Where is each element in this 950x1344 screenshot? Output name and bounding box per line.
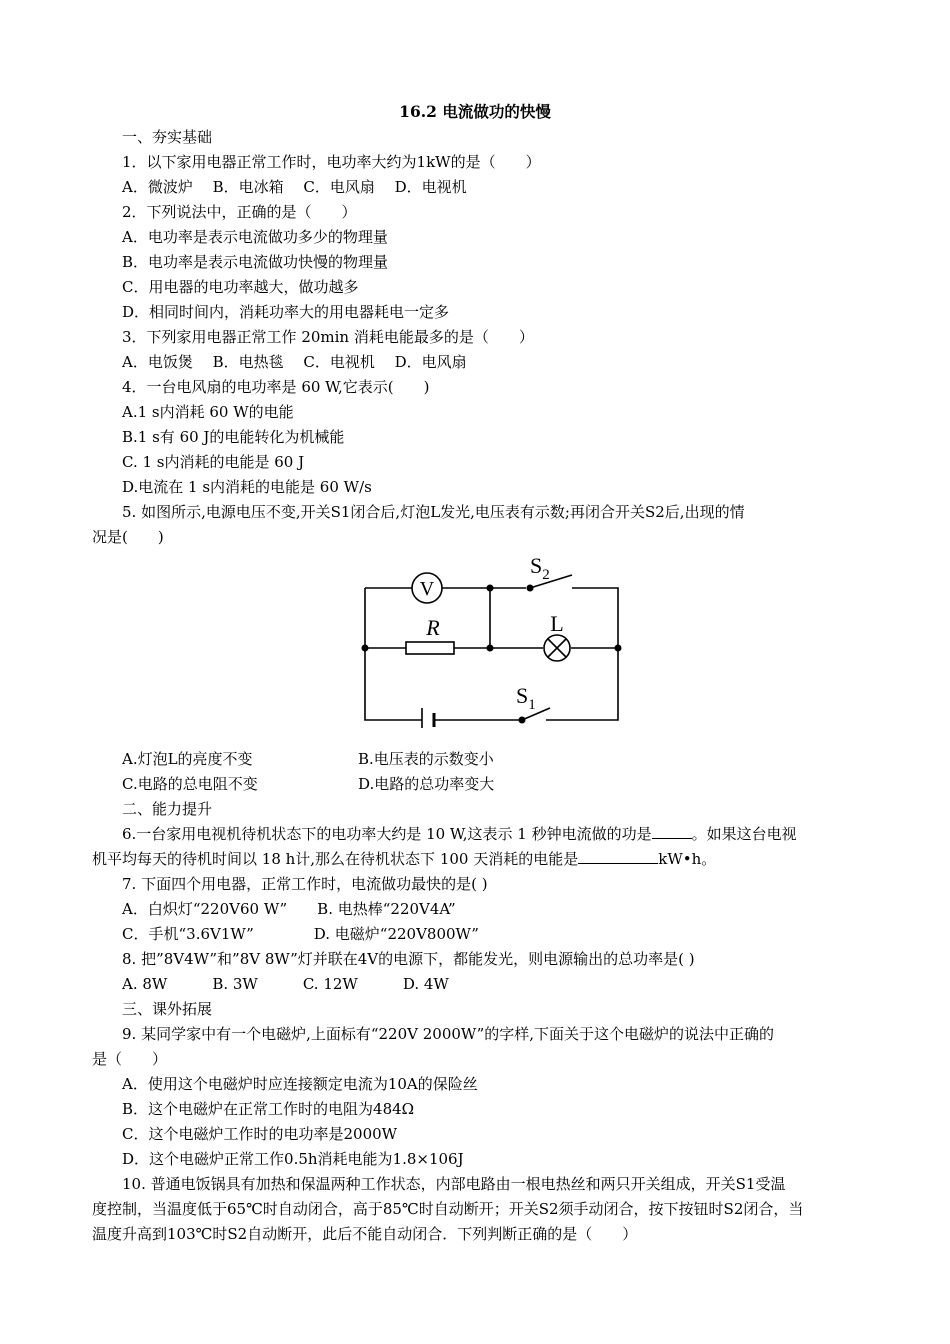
junction-dot-right xyxy=(615,645,622,652)
page-title: 16.2 电流做功的快慢 xyxy=(399,102,551,121)
question-10-line1: 10. 普通电饭锅具有加热和保温两种工作状态，内部电路由一根电热丝和两只开关组成，开关S1受温 xyxy=(122,1175,786,1193)
question-6-line1 xyxy=(122,824,797,844)
question-1-stem: 1．以下家用电器正常工作时，电功率大约为1kW的是（ ） xyxy=(122,153,541,171)
question-2-option-b: B．电功率是表示电流做功快慢的物理量 xyxy=(122,253,389,271)
question-9-stem-line2: 是（ ） xyxy=(92,1050,168,1068)
junction-dot-top xyxy=(487,585,494,592)
question-5-stem-line2: 况是( ) xyxy=(92,528,164,546)
answer-blank-2[interactable] xyxy=(578,849,658,864)
question-9-stem-line1: 9. 某同学家中有一个电磁炉,上面标有“220V 2000W”的字样,下面关于这个电磁炉的说法中正确的 xyxy=(122,1025,775,1043)
question-10-line3: 温度升高到103℃时S2自动断开，此后不能自动闭合．下列判断正确的是（ ） xyxy=(92,1225,638,1243)
question-4-option-c: C. 1 s内消耗的电能是 60 J xyxy=(122,453,305,471)
question-9-option-b: B．这个电磁炉在正常工作时的电阻为484Ω xyxy=(122,1100,415,1118)
question-10-line2: 度控制，当温度低于65℃时自动闭合，高于85℃时自动断开；开关S2须手动闭合，按下按钮时S2闭合，当 xyxy=(92,1200,804,1218)
resistor-label: R xyxy=(426,615,440,640)
question-2-option-a: A．电功率是表示电流做功多少的物理量 xyxy=(122,228,388,246)
junction-dot-middle xyxy=(487,645,494,652)
question-6-line2 xyxy=(92,849,716,869)
question-5-stem-line1: 5. 如图所示,电源电压不变,开关S1闭合后,灯泡L发光,电压表有示数;再闭合开关S2后,出现的情 xyxy=(122,503,745,521)
switch-s2-label: $S_2$ xyxy=(530,553,550,583)
question-3-stem: 3．下列家用电器正常工作 20min 消耗电能最多的是（ ） xyxy=(122,328,534,346)
question-6-line2-text-b: kW•h。 xyxy=(658,850,717,868)
lamp-icon xyxy=(544,635,570,661)
answer-blank-1[interactable] xyxy=(652,824,692,839)
question-9-option-d: D．这个电磁炉正常工作0.5h消耗电能为1.8×106J xyxy=(122,1150,464,1168)
switch-s1-label: $S_1$ xyxy=(516,683,536,713)
question-5-option-b: B.电压表的示数变小 xyxy=(358,750,494,768)
question-5-option-c: C.电路的总电阻不变 xyxy=(122,775,258,793)
question-4-option-d: D.电流在 1 s内消耗的电能是 60 W/s xyxy=(122,478,372,496)
question-7-stem: 7. 下面四个用电器，正常工作时，电流做功最快的是( ) xyxy=(122,875,488,893)
question-8-stem: 8. 把”8V4W”和”8V 8W”灯并联在4V的电源下，都能发光，则电源输出的总功率是( ) xyxy=(122,950,695,968)
question-6-line1-text-b: 。如果这台电视 xyxy=(691,825,797,843)
section-heading-2: 二、能力提升 xyxy=(122,800,213,818)
question-3-options: A．电饭煲 B．电热毯 C．电视机 D．电风扇 xyxy=(122,353,467,371)
question-1-options: A．微波炉 B．电冰箱 C．电风扇 D．电视机 xyxy=(122,178,467,196)
question-7-options-cd: C．手机“3.6V1W” D. 电磁炉“220V800W” xyxy=(122,925,479,943)
question-2-option-d: D．相同时间内，消耗功率大的用电器耗电一定多 xyxy=(122,303,450,321)
lamp-label: L xyxy=(550,611,564,636)
question-2-option-c: C．用电器的电功率越大，做功越多 xyxy=(122,278,359,296)
question-7-options-ab: A．白炽灯“220V60 W” B. 电热棒“220V4A” xyxy=(122,900,456,918)
section-heading-3: 三、课外拓展 xyxy=(122,1000,213,1018)
question-4-option-a: A.1 s内消耗 60 W的电能 xyxy=(122,403,294,421)
question-8-options: A. 8W B. 3W C. 12W D. 4W xyxy=(122,975,449,993)
question-9-option-c: C．这个电磁炉工作时的电功率是2000W xyxy=(122,1125,398,1143)
question-5-option-d: D.电路的总功率变大 xyxy=(358,775,495,793)
question-6-line2-text-a: 机平均每天的待机时间以 18 h计,那么在待机状态下 100 天消耗的电能是 xyxy=(92,850,579,868)
battery-icon xyxy=(422,708,434,728)
junction-dot-left xyxy=(362,645,369,652)
question-4-option-b: B.1 s有 60 J的电能转化为机械能 xyxy=(122,428,345,446)
question-5-option-a: A.灯泡L的亮度不变 xyxy=(122,750,253,768)
section-heading-1: 一、夯实基础 xyxy=(122,128,213,146)
question-9-option-a: A．使用这个电磁炉时应连接额定电流为10A的保险丝 xyxy=(122,1075,478,1093)
circuit-diagram xyxy=(350,548,630,728)
question-4-stem: 4．一台电风扇的电功率是 60 W,它表示( ) xyxy=(122,378,430,396)
question-2-stem: 2．下列说法中，正确的是（ ） xyxy=(122,203,357,221)
resistor-icon xyxy=(406,642,454,654)
voltmeter-label: V xyxy=(419,578,435,600)
question-6-line1-text-a: 6.一台家用电视机待机状态下的电功率大约是 10 W,这表示 1 秒钟电流做的功是 xyxy=(122,825,652,843)
wire-right-top xyxy=(572,588,618,648)
